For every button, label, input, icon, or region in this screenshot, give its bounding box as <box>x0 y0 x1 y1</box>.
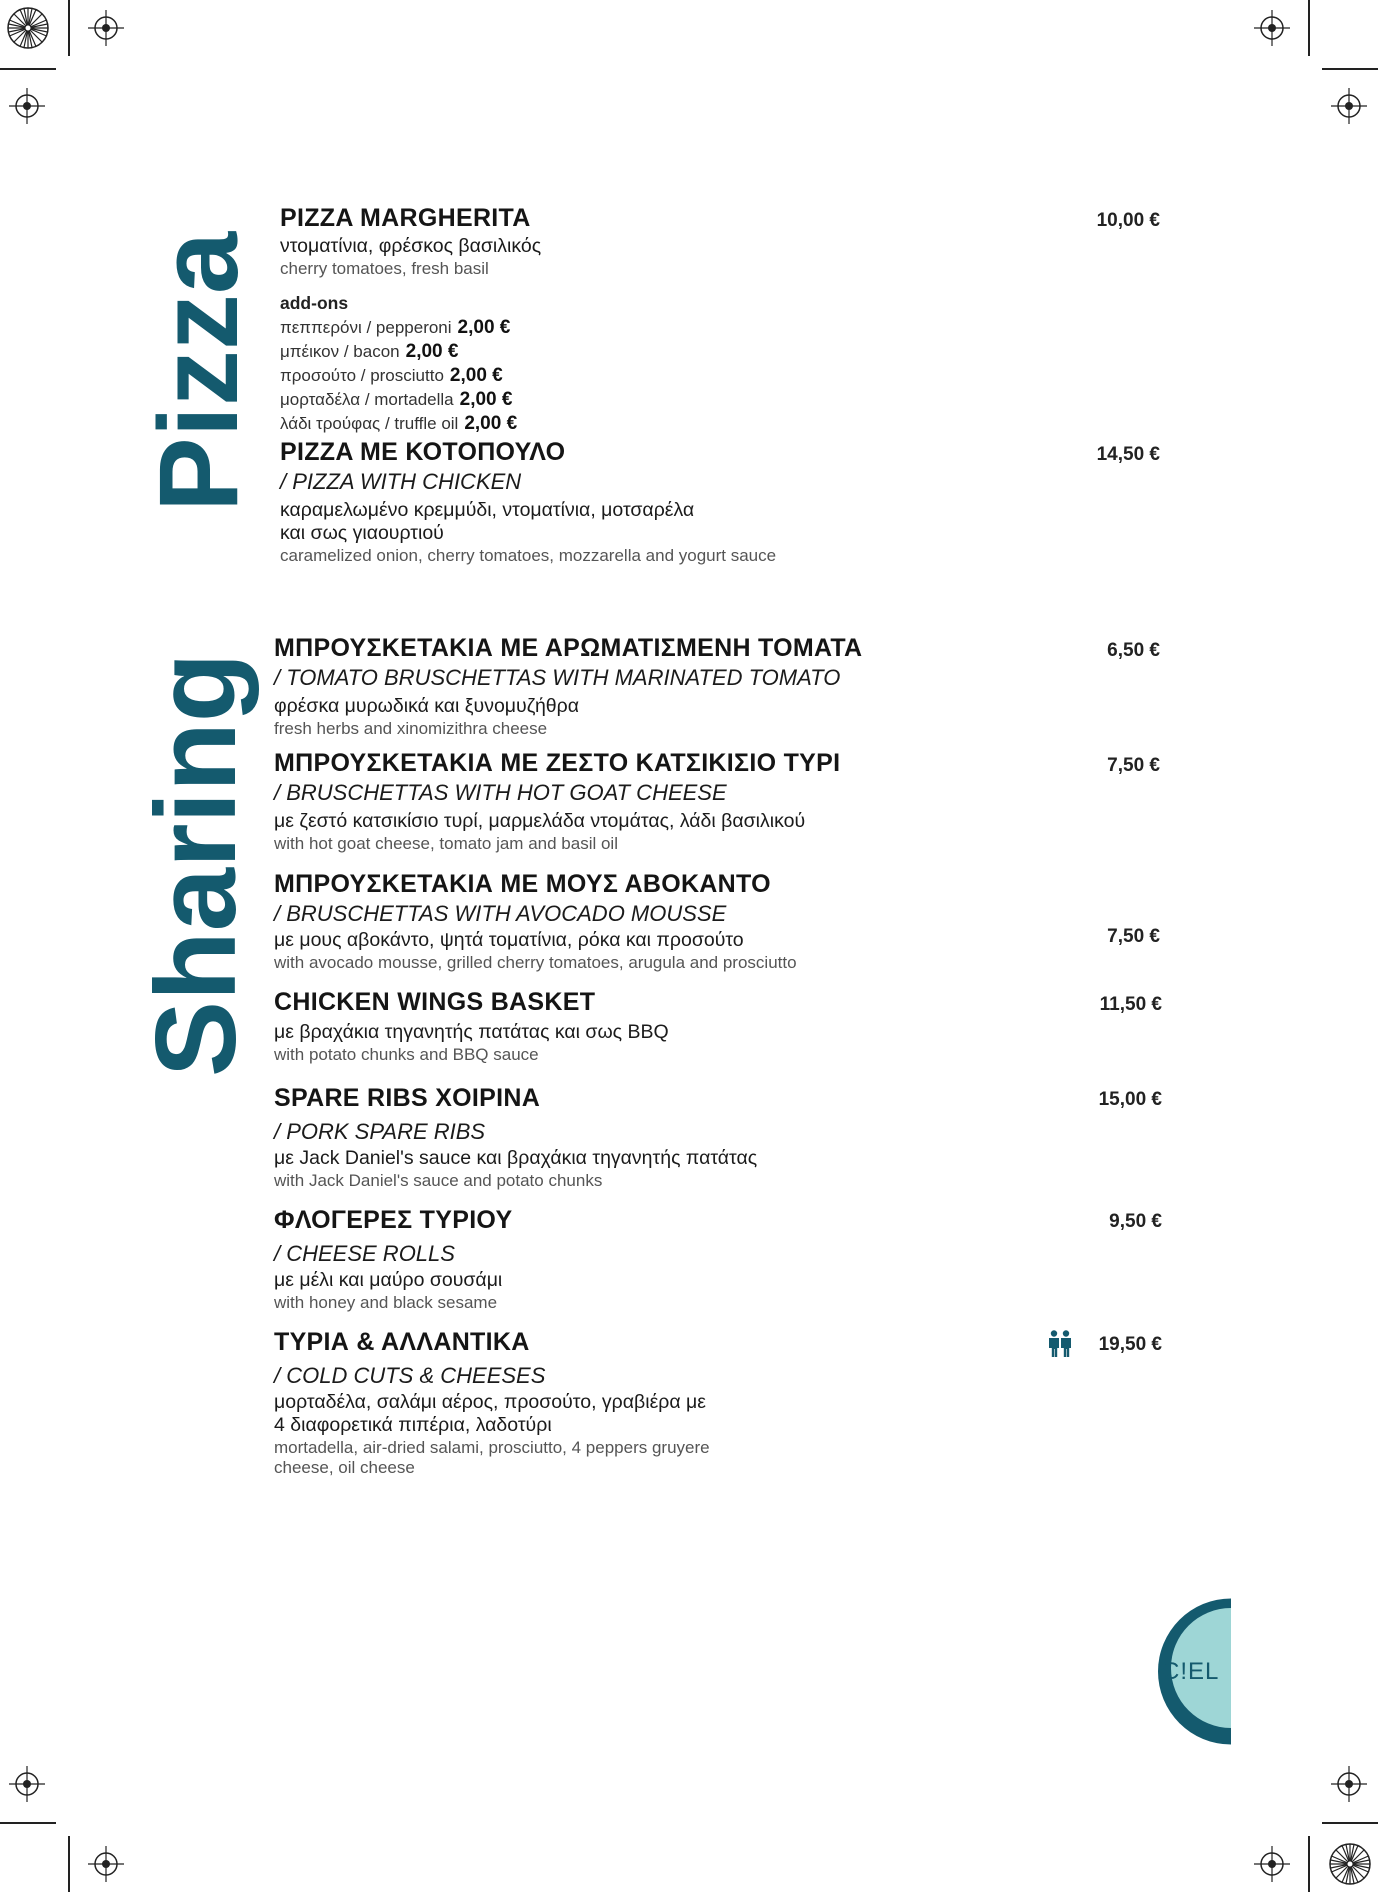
trim-line <box>0 1822 56 1824</box>
crosshair-mark-icon <box>9 1766 45 1802</box>
item-name: ΜΠΡΟΥΣΚΕΤΑΚΙΑ ΜΕ ΑΡΩΜΑΤΙΣΜΕΝΗ ΤΟΜΑΤΑ <box>274 634 863 662</box>
item-desc-english: cheese, oil cheese <box>274 1458 415 1477</box>
menu-item <box>274 634 1174 739</box>
item-subtitle-english: / TOMATO BRUSCHETTAS WITH MARINATED TOMATO <box>274 665 841 690</box>
item-name: PIZZA ΜΕ ΚΟΤΟΠΟΥΛΟ <box>280 438 566 466</box>
trim-line <box>0 68 56 70</box>
item-price: 7,50 € <box>1107 755 1160 776</box>
addons-list <box>280 316 1180 436</box>
addon-item <box>280 316 1180 340</box>
item-name: ΜΠΡΟΥΣΚΕΤΑΚΙΑ ΜΕ ΖΕΣΤΟ ΚΑΤΣΙΚΙΣΙΟ ΤΥΡΙ <box>274 749 841 777</box>
menu-item <box>274 749 1174 854</box>
item-subtitle-english: / COLD CUTS & CHEESES <box>274 1363 546 1388</box>
menu-item <box>274 1206 1174 1313</box>
menu-item <box>274 1084 1174 1191</box>
item-price: 9,50 € <box>1109 1211 1162 1232</box>
item-desc-greek: μορταδέλα, σαλάμι αέρος, προσούτο, γραβιέρα με <box>274 1391 706 1413</box>
addon-label: μπέικον / bacon <box>280 342 400 361</box>
item-subtitle-english: / BRUSCHETTAS WITH HOT GOAT CHEESE <box>274 780 727 805</box>
item-name: ΜΠΡΟΥΣΚΕΤΑΚΙΑ ΜΕ ΜΟΥΣ ΑΒΟΚΑΝΤΟ <box>274 870 771 898</box>
item-desc-greek: με μέλι και μαύρο σουσάμι <box>274 1269 503 1291</box>
addon-item <box>280 340 1180 364</box>
menu-item <box>274 870 1174 973</box>
trim-line <box>1322 68 1378 70</box>
item-name: ΤΥΡΙΑ & ΑΛΛΑΝΤΙΚΑ <box>274 1328 530 1356</box>
item-desc-greek: με Jack Daniel's sauce και βραχάκια τηγανητής πατάτας <box>274 1147 758 1169</box>
item-desc-english: with avocado mousse, grilled cherry tomatoes, arugula and prosciutto <box>274 953 797 972</box>
crosshair-mark-icon <box>88 1846 124 1882</box>
item-subtitle-english: / CHEESE ROLLS <box>274 1241 455 1266</box>
item-desc-greek: καραμελωμένο κρεμμύδι, ντοματίνια, μοτσαρέλα <box>280 499 695 521</box>
addon-label: λάδι τρούφας / truffle oil <box>280 414 459 433</box>
item-name: SPARE RIBS ΧΟΙΡΙΝΑ <box>274 1084 541 1112</box>
addon-item <box>280 388 1180 412</box>
item-desc-greek: ντοματίνια, φρέσκος βασιλικός <box>280 235 542 257</box>
item-name: CHICKEN WINGS BASKET <box>274 988 596 1016</box>
menu-item <box>280 204 1180 436</box>
addon-price: 2,00 € <box>449 365 503 386</box>
crosshair-mark-icon <box>1331 88 1367 124</box>
item-desc-english: with potato chunks and BBQ sauce <box>274 1045 539 1064</box>
item-price: 19,50 € <box>1098 1334 1162 1355</box>
crosshair-mark-icon <box>1331 1766 1367 1802</box>
crosshair-mark-icon <box>1254 1846 1290 1882</box>
crosshair-mark-icon <box>9 88 45 124</box>
item-name: ΦΛΟΓΕΡΕΣ ΤΥΡΙΟΥ <box>274 1206 513 1234</box>
addon-item <box>280 412 1180 436</box>
item-desc-greek: φρέσκα μυρωδικά και ξυνομυζήθρα <box>274 695 580 717</box>
section-title-pizza: Pizza <box>136 231 261 512</box>
item-desc-greek: και σως γιαουρτιού <box>280 522 444 544</box>
addon-label: μορταδέλα / mortadella <box>280 390 454 409</box>
item-desc-greek: 4 διαφορετικά πιπέρια, λαδοτύρι <box>274 1414 552 1436</box>
item-price: 14,50 € <box>1096 444 1160 465</box>
addon-label: πεππερόνι / pepperoni <box>280 318 452 337</box>
menu-item <box>274 988 1174 1065</box>
crosshair-mark-icon <box>88 10 124 46</box>
item-desc-english: caramelized onion, cherry tomatoes, mozzarella and yogurt sauce <box>280 546 777 565</box>
item-desc-english: cherry tomatoes, fresh basil <box>280 259 489 278</box>
trim-line <box>68 0 70 56</box>
item-subtitle-english: / PORK SPARE RIBS <box>274 1119 486 1144</box>
trim-line <box>68 1836 70 1892</box>
item-price: 7,50 € <box>1107 926 1160 947</box>
item-desc-english: with Jack Daniel's sauce and potato chunks <box>274 1171 603 1190</box>
addon-item <box>280 364 1180 388</box>
item-name: PIZZA MARGHERITA <box>280 204 531 232</box>
item-desc-english: fresh herbs and xinomizithra cheese <box>274 719 548 738</box>
item-desc-greek: με ζεστό κατσικίσιο τυρί, μαρμελάδα ντομάτας, λάδι βασιλικού <box>274 810 806 832</box>
item-desc-english: mortadella, air-dried salami, prosciutto, 4 peppers gruyere <box>274 1438 710 1457</box>
item-desc-english: with hot goat cheese, tomato jam and basil oil <box>274 834 618 853</box>
menu-item <box>274 1328 1174 1478</box>
item-desc-greek: με μους αβοκάντο, ψητά τοματίνια, ρόκα και προσούτο <box>274 929 744 951</box>
item-desc-english: with honey and black sesame <box>274 1293 498 1312</box>
item-price: 11,50 € <box>1099 994 1162 1015</box>
trim-line <box>1322 1822 1378 1824</box>
crosshair-mark-icon <box>1254 10 1290 46</box>
addons-label: add-ons <box>280 293 349 313</box>
item-subtitle-english: / PIZZA WITH CHICKEN <box>280 469 522 494</box>
addon-price: 2,00 € <box>459 389 513 410</box>
addon-label: προσούτο / prosciutto <box>280 366 444 385</box>
item-price: 15,00 € <box>1098 1089 1162 1110</box>
item-subtitle-english: / BRUSCHETTAS WITH AVOCADO MOUSSE <box>274 901 727 926</box>
addon-price: 2,00 € <box>457 317 511 338</box>
section-title-sharing: Sharing <box>133 652 260 1077</box>
logo-text: C!EL <box>1162 1658 1220 1685</box>
item-desc-greek: με βραχάκια τηγανητής πατάτας και σως BBQ <box>274 1021 669 1043</box>
starburst-mark-icon <box>6 6 50 50</box>
starburst-mark-icon <box>1328 1842 1372 1886</box>
trim-line <box>1308 1836 1310 1892</box>
trim-line <box>1308 0 1310 56</box>
addon-price: 2,00 € <box>405 341 459 362</box>
addon-price: 2,00 € <box>464 413 518 434</box>
item-price: 10,00 € <box>1096 210 1160 231</box>
item-price: 6,50 € <box>1107 640 1160 661</box>
